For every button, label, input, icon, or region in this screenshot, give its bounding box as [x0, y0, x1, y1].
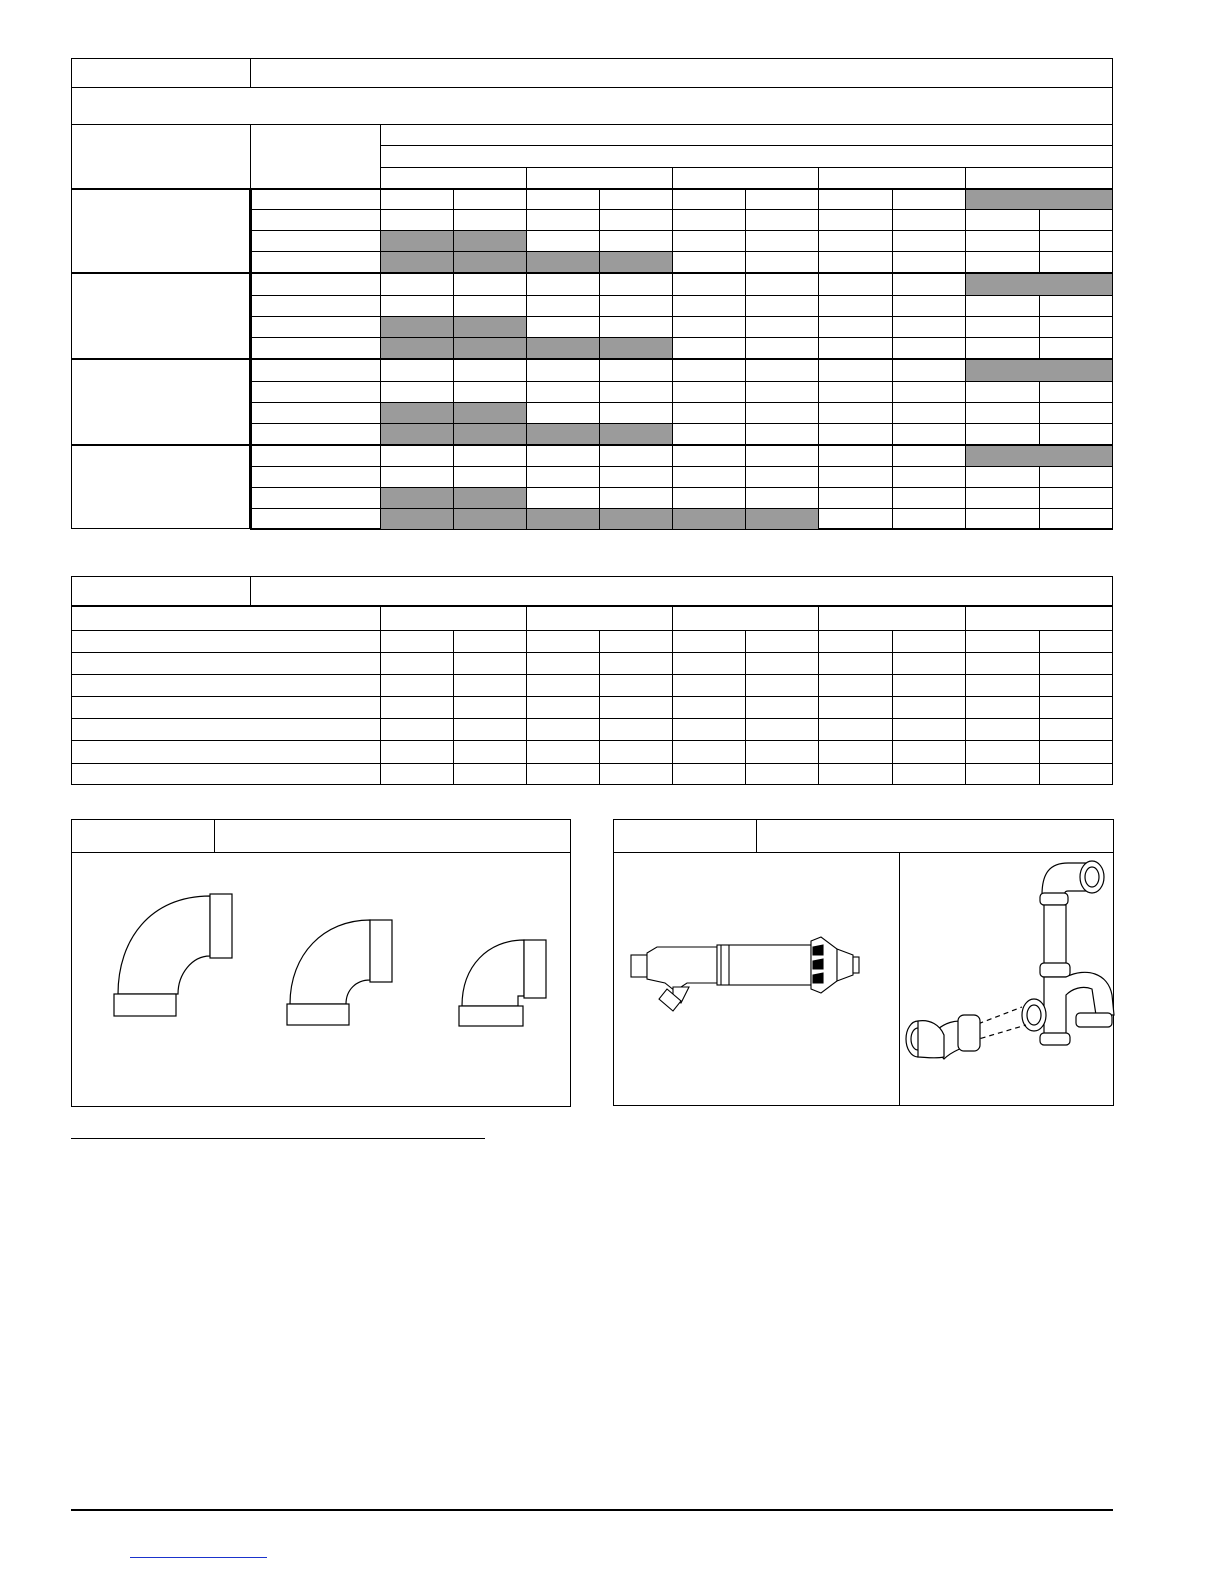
cell-divider	[599, 402, 600, 423]
cell-divider	[892, 337, 893, 358]
shaded-cell	[965, 445, 1112, 466]
cell-divider	[965, 508, 966, 529]
section-rule	[71, 1138, 485, 1139]
row-line	[71, 272, 1113, 274]
cell-divider	[526, 209, 527, 230]
cell-divider	[818, 508, 819, 529]
cell-divider	[745, 295, 746, 316]
cell-divider	[672, 630, 673, 785]
row-line	[250, 529, 1113, 530]
cell-divider	[745, 487, 746, 508]
cell-divider	[818, 251, 819, 272]
cell-divider	[599, 295, 600, 316]
cell-divider	[892, 487, 893, 508]
cell-divider	[526, 402, 527, 423]
cell-divider	[672, 381, 673, 402]
column-divider	[526, 605, 527, 630]
cell-divider	[526, 444, 527, 466]
cell-divider	[599, 337, 600, 358]
footer-link[interactable]	[130, 1557, 267, 1558]
cell-divider	[892, 209, 893, 230]
cell-divider	[1039, 230, 1040, 251]
cell-divider	[1039, 508, 1040, 529]
cell-divider	[526, 188, 527, 209]
cell-divider	[965, 316, 966, 337]
column-divider	[818, 605, 819, 630]
shaded-cell	[965, 273, 1112, 295]
cell-divider	[745, 251, 746, 272]
cell-divider	[599, 251, 600, 272]
cell-divider	[818, 272, 819, 295]
cell-divider	[380, 188, 381, 209]
row-line	[71, 630, 1113, 631]
cell-divider	[892, 630, 893, 785]
cell-divider	[745, 381, 746, 402]
shaded-cell	[965, 359, 1112, 381]
cell-divider	[453, 630, 454, 785]
column-divider	[380, 605, 381, 630]
cell-divider	[599, 444, 600, 466]
cell-divider	[965, 358, 966, 381]
cell-divider	[818, 358, 819, 381]
column-divider	[965, 167, 966, 188]
cell-divider	[526, 508, 527, 529]
cell-divider	[453, 209, 454, 230]
cell-divider	[526, 295, 527, 316]
cell-divider	[672, 508, 673, 529]
cell-divider	[453, 402, 454, 423]
cell-divider	[599, 358, 600, 381]
cell-divider	[1039, 630, 1040, 785]
cell-divider	[599, 209, 600, 230]
medium-sweep-elbow-icon	[280, 910, 410, 1040]
cell-divider	[599, 466, 600, 487]
cell-divider	[892, 381, 893, 402]
cell-divider	[526, 487, 527, 508]
cell-divider	[453, 487, 454, 508]
cell-divider	[672, 209, 673, 230]
cell-divider	[526, 230, 527, 251]
cell-divider	[892, 358, 893, 381]
cell-divider	[818, 466, 819, 487]
cell-divider	[380, 508, 381, 529]
cell-divider	[453, 444, 454, 466]
cell-divider	[599, 423, 600, 444]
cell-divider	[745, 466, 746, 487]
cell-divider	[745, 230, 746, 251]
cell-divider	[745, 444, 746, 466]
cell-divider	[745, 423, 746, 444]
table-frame	[71, 576, 1113, 785]
cell-divider	[965, 251, 966, 272]
cell-divider	[380, 230, 381, 251]
cell-divider	[965, 487, 966, 508]
group-divider	[249, 188, 252, 529]
long-sweep-elbow-icon	[100, 880, 250, 1030]
cell-divider	[672, 423, 673, 444]
cell-divider	[453, 381, 454, 402]
cell-divider	[965, 295, 966, 316]
column-divider	[526, 167, 527, 188]
cell-divider	[745, 316, 746, 337]
column-divider	[965, 605, 966, 630]
cell-divider	[892, 188, 893, 209]
cell-divider	[965, 423, 966, 444]
cell-divider	[1039, 251, 1040, 272]
row-line	[71, 763, 1113, 764]
cell-divider	[745, 402, 746, 423]
cell-divider	[380, 337, 381, 358]
cell-divider	[672, 230, 673, 251]
cell-divider	[380, 444, 381, 466]
cell-divider	[380, 381, 381, 402]
cell-divider	[818, 402, 819, 423]
row-line	[71, 188, 1113, 190]
cell-divider	[672, 487, 673, 508]
cell-divider	[818, 423, 819, 444]
cell-divider	[818, 209, 819, 230]
cell-divider	[526, 630, 527, 785]
cell-divider	[892, 508, 893, 529]
row-line	[71, 718, 1113, 719]
cell-divider	[818, 630, 819, 785]
cell-divider	[892, 466, 893, 487]
cell-divider	[453, 295, 454, 316]
cell-divider	[599, 381, 600, 402]
cell-divider	[380, 272, 381, 295]
cell-divider	[818, 337, 819, 358]
cell-divider	[965, 272, 966, 295]
cell-divider	[672, 295, 673, 316]
cell-divider	[745, 188, 746, 209]
cell-divider	[672, 188, 673, 209]
shaded-cell	[965, 189, 1112, 209]
cell-divider	[526, 358, 527, 381]
cell-divider	[453, 272, 454, 295]
cell-divider	[380, 251, 381, 272]
cell-divider	[672, 444, 673, 466]
cell-divider	[599, 487, 600, 508]
cell-divider	[965, 381, 966, 402]
cell-divider	[965, 630, 966, 785]
cell-divider	[818, 381, 819, 402]
row-line	[71, 740, 1113, 741]
cell-divider	[818, 487, 819, 508]
cell-divider	[599, 188, 600, 209]
cell-divider	[380, 295, 381, 316]
cell-divider	[672, 337, 673, 358]
two-pipe-termination-icon	[900, 855, 1112, 1105]
cell-divider	[965, 337, 966, 358]
cell-divider	[965, 230, 966, 251]
cell-divider	[892, 251, 893, 272]
cell-divider	[672, 272, 673, 295]
cell-divider	[1039, 423, 1040, 444]
cell-divider	[380, 209, 381, 230]
cell-divider	[1039, 209, 1040, 230]
cell-divider	[892, 402, 893, 423]
cell-divider	[892, 295, 893, 316]
cell-divider	[526, 251, 527, 272]
cell-divider	[599, 316, 600, 337]
cell-divider	[380, 358, 381, 381]
cell-divider	[380, 423, 381, 444]
cell-divider	[453, 230, 454, 251]
cell-divider	[1039, 337, 1040, 358]
row-line	[71, 444, 1113, 446]
cell-divider	[672, 251, 673, 272]
cell-divider	[599, 630, 600, 785]
cell-divider	[892, 423, 893, 444]
cell-divider	[526, 272, 527, 295]
column-divider	[672, 167, 673, 188]
cell-divider	[380, 487, 381, 508]
cell-divider	[599, 230, 600, 251]
row-line	[71, 358, 1113, 360]
cell-divider	[599, 272, 600, 295]
cell-divider	[892, 230, 893, 251]
cell-divider	[1039, 295, 1040, 316]
cell-divider	[745, 337, 746, 358]
cell-divider	[672, 358, 673, 381]
cell-divider	[1039, 316, 1040, 337]
concentric-vent-kit-icon	[625, 925, 875, 1015]
cell-divider	[672, 466, 673, 487]
cell-divider	[453, 466, 454, 487]
row-line	[71, 696, 1113, 697]
short-elbow-icon	[452, 930, 562, 1040]
cell-divider	[818, 230, 819, 251]
column-divider	[672, 605, 673, 630]
cell-divider	[453, 337, 454, 358]
cell-divider	[453, 188, 454, 209]
cell-divider	[672, 316, 673, 337]
cell-divider	[818, 316, 819, 337]
cell-divider	[892, 444, 893, 466]
cell-divider	[526, 337, 527, 358]
cell-divider	[526, 381, 527, 402]
cell-divider	[380, 316, 381, 337]
cell-divider	[672, 402, 673, 423]
cell-divider	[1039, 466, 1040, 487]
cell-divider	[818, 188, 819, 209]
cell-divider	[965, 444, 966, 466]
cell-divider	[453, 508, 454, 529]
table-frame	[71, 58, 1113, 529]
column-divider	[818, 167, 819, 188]
cell-divider	[745, 209, 746, 230]
cell-divider	[380, 402, 381, 423]
cell-divider	[453, 423, 454, 444]
cell-divider	[745, 630, 746, 785]
cell-divider	[453, 358, 454, 381]
cell-divider	[453, 251, 454, 272]
row-line	[71, 652, 1113, 653]
cell-divider	[1039, 487, 1040, 508]
cell-divider	[818, 295, 819, 316]
cell-divider	[745, 358, 746, 381]
cell-divider	[892, 316, 893, 337]
cell-divider	[965, 209, 966, 230]
cell-divider	[380, 466, 381, 487]
cell-divider	[965, 466, 966, 487]
cell-divider	[526, 466, 527, 487]
cell-divider	[380, 630, 381, 785]
cell-divider	[745, 272, 746, 295]
cell-divider	[818, 444, 819, 466]
cell-divider	[526, 316, 527, 337]
cell-divider	[1039, 402, 1040, 423]
cell-divider	[526, 423, 527, 444]
row-line	[71, 674, 1113, 675]
cell-divider	[892, 272, 893, 295]
cell-divider	[1039, 381, 1040, 402]
cell-divider	[745, 508, 746, 529]
cell-divider	[453, 316, 454, 337]
footer-rule	[71, 1509, 1113, 1511]
cell-divider	[965, 188, 966, 209]
cell-divider	[965, 402, 966, 423]
cell-divider	[599, 508, 600, 529]
